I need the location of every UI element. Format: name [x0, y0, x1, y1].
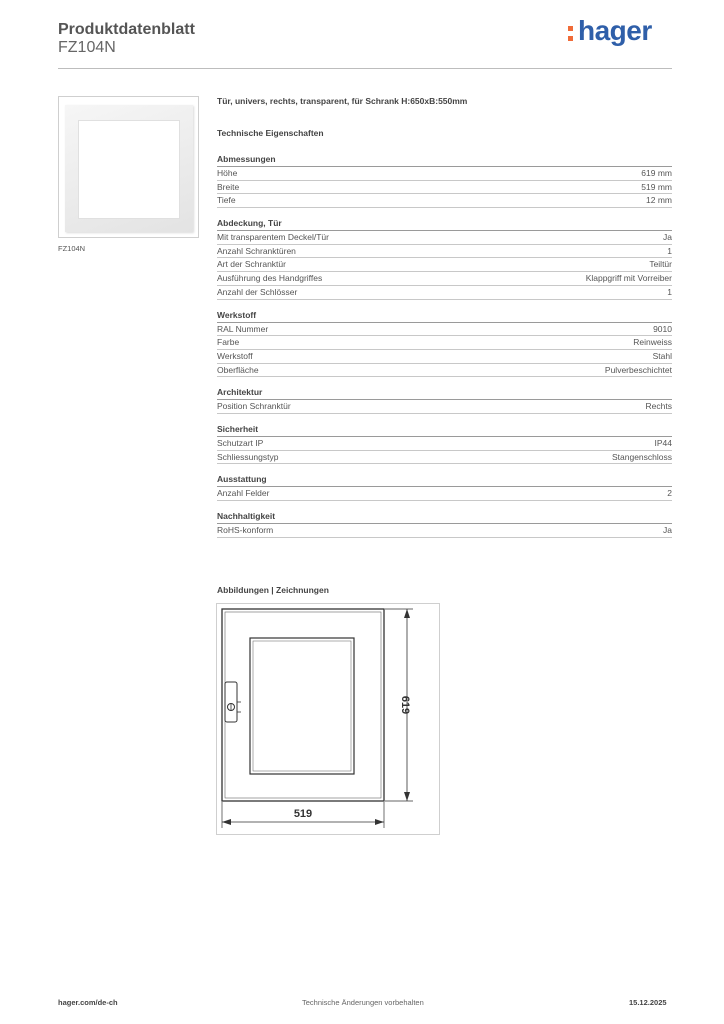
spec-label: Anzahl Felder — [217, 488, 270, 499]
spec-value: 1 — [667, 286, 672, 297]
door-window-image — [78, 120, 180, 219]
spec-label: RoHS-konform — [217, 525, 274, 535]
spec-group — [217, 511, 672, 538]
logo-text: hager — [578, 15, 652, 46]
product-description: Tür, univers, rechts, transparent, für Schrank H:650xB:550mm — [217, 96, 468, 106]
handle-outline — [225, 682, 237, 722]
spec-value: 1 — [667, 245, 672, 256]
spec-label: Tiefe — [217, 195, 236, 206]
spec-value: Ja — [663, 232, 672, 243]
spec-row — [217, 272, 672, 286]
spec-group — [217, 474, 672, 501]
spec-value: 619 mm — [641, 168, 672, 178]
spec-row — [217, 323, 672, 337]
spec-row — [217, 400, 672, 414]
spec-row — [217, 487, 672, 501]
spec-label: Anzahl Schranktüren — [217, 245, 296, 256]
spec-label: Schutzart IP — [217, 437, 264, 448]
spec-label: Anzahl der Schlösser — [217, 286, 298, 297]
spec-row — [217, 451, 672, 465]
drawing-title: Abbildungen | Zeichnungen — [217, 585, 329, 595]
product-thumbnail — [58, 96, 199, 238]
spec-row — [217, 350, 672, 364]
article-number: FZ104N — [58, 39, 116, 56]
section-label: Technische Eigenschaften — [217, 128, 324, 138]
spec-value: Teiltür — [649, 259, 672, 270]
door-inner-outline — [225, 612, 381, 798]
height-dimension-label: 619 — [399, 695, 411, 715]
header-divider — [58, 68, 672, 69]
spec-label: Werkstoff — [217, 350, 253, 361]
door-drawing-svg — [217, 604, 439, 834]
window-outline — [250, 638, 354, 774]
spec-value: Stangenschloss — [611, 451, 672, 462]
door-frame-image — [65, 105, 193, 232]
spec-row — [217, 258, 672, 272]
spec-row — [217, 194, 672, 208]
spec-label: Ausführung des Handgriffes — [217, 273, 323, 284]
spec-label: Mit transparentem Deckel/Tür — [217, 232, 329, 243]
spec-value: 12 mm — [646, 195, 672, 206]
window-inner-outline — [253, 641, 351, 771]
logo-dots-icon — [568, 26, 574, 46]
spec-value: Pulverbeschichtet — [604, 364, 672, 375]
spec-group-title: Nachhaltigkeit — [217, 511, 672, 524]
spec-group-title: Sicherheit — [217, 424, 672, 437]
spec-group-title: Abdeckung, Tür — [217, 218, 672, 231]
spec-value: Rechts — [645, 401, 672, 412]
spec-group-title: Ausstattung — [217, 474, 672, 487]
spec-group — [217, 387, 672, 414]
spec-value: IP44 — [654, 437, 672, 448]
spec-group-title: Abmessungen — [217, 154, 672, 167]
spec-row — [217, 364, 672, 378]
spec-label: Oberfläche — [217, 364, 259, 375]
spec-value: Reinweiss — [633, 337, 672, 348]
spec-value: 9010 — [653, 323, 672, 334]
spec-row — [217, 231, 672, 245]
spec-groups — [217, 154, 672, 538]
spec-row — [217, 245, 672, 259]
spec-group — [217, 424, 672, 464]
spec-row — [217, 167, 672, 181]
spec-group — [217, 310, 672, 378]
spec-row — [217, 336, 672, 350]
spec-label: Schliessungstyp — [217, 451, 279, 462]
footer-date: 15.12.2025 — [629, 998, 667, 1007]
spec-value: Ja — [663, 525, 672, 535]
spec-label: Position Schranktür — [217, 401, 291, 412]
spec-label: Breite — [217, 181, 240, 192]
spec-group-title: Architektur — [217, 387, 672, 400]
spec-value: Klappgriff mit Vorreiber — [585, 273, 672, 284]
thumbnail-caption: FZ104N — [58, 244, 86, 253]
spec-row — [217, 181, 672, 195]
spec-group — [217, 218, 672, 299]
spec-label: Farbe — [217, 337, 240, 348]
spec-label: Höhe — [217, 168, 238, 178]
footer-notice: Technische Änderungen vorbehalten — [302, 998, 424, 1007]
spec-value: 2 — [667, 488, 672, 499]
spec-value: 519 mm — [641, 181, 672, 192]
width-dimension-label: 519 — [293, 808, 313, 820]
spec-row — [217, 524, 672, 538]
spec-row — [217, 286, 672, 300]
footer-website[interactable]: hager.com/de-ch — [58, 998, 118, 1007]
technical-drawing — [216, 603, 440, 835]
spec-label: RAL Nummer — [217, 323, 269, 334]
specifications — [217, 96, 672, 538]
spec-group-title: Werkstoff — [217, 310, 672, 323]
spec-label: Art der Schranktür — [217, 259, 286, 270]
document-title: Produktdatenblatt — [58, 21, 195, 38]
spec-group — [217, 154, 672, 208]
spec-value: Stahl — [652, 350, 672, 361]
spec-row — [217, 437, 672, 451]
